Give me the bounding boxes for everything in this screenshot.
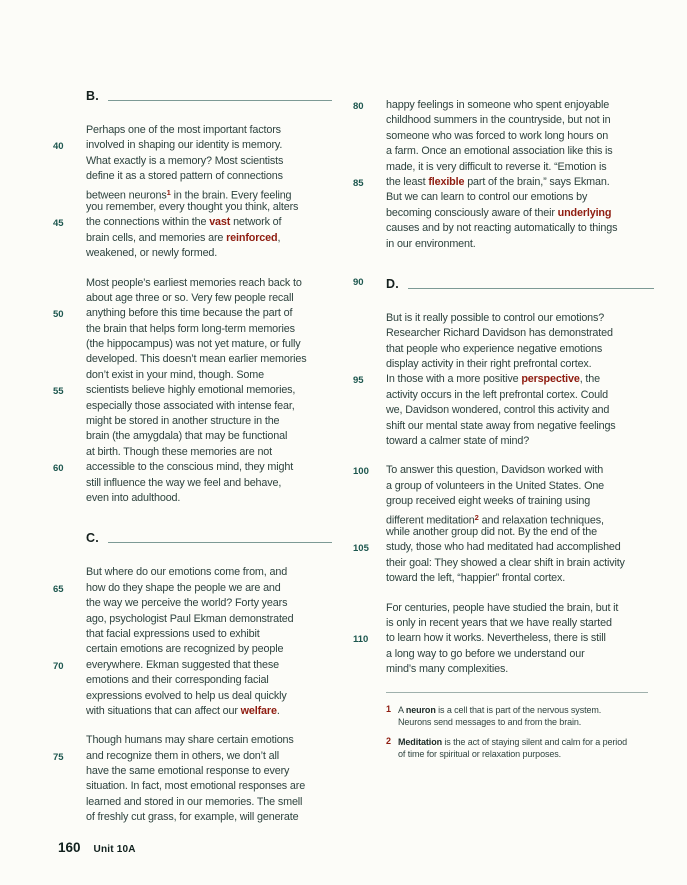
section-heading — [86, 88, 336, 103]
text-line: the brain that helps form long-term memories — [86, 322, 295, 335]
text-line: expressions evolved to help us deal quickly — [86, 689, 287, 702]
text-line: group received eight weeks of training using — [386, 495, 591, 508]
line-number: 70 — [53, 660, 64, 672]
text-line: we, Davidson wondered, control this activity and — [386, 404, 610, 417]
text-line: 45 the connections within the vast network of — [86, 215, 336, 230]
page-footer — [58, 840, 136, 855]
text-line: Most people’s earliest memories reach back to — [86, 276, 302, 289]
text-line: ago, psychologist Paul Ekman demonstrated — [86, 612, 294, 625]
text-line: even into adulthood. — [86, 491, 181, 504]
text-line: that people who experience negative emotions — [386, 342, 603, 355]
section-letter: B. — [86, 89, 99, 103]
text-line: But where do our emotions come from, and — [86, 566, 288, 579]
text-line: What exactly is a memory? Most scientists — [86, 154, 284, 167]
text-line: of freshly cut grass, for example, will generate — [86, 811, 299, 824]
text-line: especially those associated with intense fear, — [86, 399, 295, 412]
column-left — [53, 88, 336, 840]
vocabulary-term: flexible — [428, 175, 465, 188]
heading-blank-line — [108, 100, 332, 101]
footnote-line: Meditation is the act of staying silent and calm for a period — [398, 736, 627, 747]
vocabulary-term: reinforced — [226, 231, 278, 244]
page-number: 160 — [58, 840, 81, 855]
section-heading — [86, 530, 336, 545]
text-line: 65 how do they shape the people we are and — [86, 581, 336, 596]
text-line: have the same emotional response to every — [86, 765, 290, 778]
paragraph — [53, 123, 336, 262]
text-line: But is it really possible to control our emotions? — [386, 311, 605, 324]
text-line: a group of volunteers in the United States. One — [386, 479, 605, 492]
line-number: 100 — [353, 466, 369, 478]
text-line: activity occurs in the left prefrontal cortex. Could — [386, 388, 609, 401]
text-line: brain cells, and memories are reinforced, — [86, 231, 281, 244]
line-number: 110 — [353, 634, 369, 646]
paragraph — [353, 311, 658, 450]
text-line: still influence the way we feel and behave, — [86, 476, 282, 489]
text-line: that facial expressions used to exhibit — [86, 627, 260, 640]
text-line: learned and stored in our memories. The smell — [86, 795, 303, 808]
text-line: childhood summers in the countryside, but not in — [386, 114, 611, 127]
footnote-marker: 2 — [474, 512, 479, 522]
text-line: 40 involved in shaping our identity is memory. — [86, 138, 336, 153]
text-line: (the hippocampus) was not yet mature, or fully — [86, 338, 301, 351]
column-right — [353, 88, 658, 768]
text-line: Researcher Richard Davidson has demonstrated — [386, 327, 613, 340]
text-line: between neurons$^1$ in the brain. Every feeling — [86, 187, 292, 202]
text-line: 110 to learn how it works. Nevertheless, there is still — [386, 631, 658, 646]
text-line: toward a calmer state of mind? — [386, 435, 530, 448]
section-letter: C. — [86, 531, 99, 546]
footnote-marker: 1 — [166, 187, 171, 197]
text-line: Perhaps one of the most important factors — [86, 124, 281, 136]
text-line: 75 and recognize them in others, we don’t all — [86, 749, 336, 764]
text-line: about age three or so. Very few people recall — [86, 291, 294, 304]
text-line: 55 scientists believe highly emotional memories, — [86, 383, 336, 398]
vocabulary-term: welfare — [240, 704, 277, 717]
text-line: you remember, every thought you think, alters — [86, 200, 299, 213]
text-line: 50 anything before this time because the part of — [86, 306, 336, 321]
paragraph — [353, 601, 658, 678]
text-line: their goal: They showed a clear shift in brain activity — [386, 556, 625, 569]
footnote-line: Neurons send messages to and from the brain. — [398, 717, 582, 728]
line-number: 40 — [53, 141, 64, 153]
text-line: Though humans may share certain emotions — [86, 734, 294, 747]
text-line: in our environment. — [386, 237, 476, 250]
line-number: 65 — [53, 583, 64, 595]
line-number: 75 — [53, 751, 64, 763]
text-line: situation. In fact, most emotional responses are — [86, 780, 306, 793]
line-number: 60 — [53, 463, 64, 475]
text-line: emotions and their corresponding facial — [86, 674, 269, 687]
vocabulary-term: underlying — [557, 206, 612, 219]
text-line: toward the left, “happier” frontal cortex. — [386, 572, 566, 585]
footnote-number: 2 — [386, 735, 392, 746]
text-line: at birth. Though these memories are not — [86, 445, 273, 458]
section-letter: D. — [386, 276, 399, 291]
text-line: For centuries, people have studied the brain, but it — [386, 601, 619, 614]
text-line: weakened, or newly formed. — [86, 247, 218, 260]
heading-blank-line — [108, 542, 332, 543]
text-line: 70 everywhere. Ekman suggested that these — [86, 658, 336, 673]
line-number: 45 — [53, 218, 64, 230]
paragraph — [53, 276, 336, 507]
vocabulary-term: vast — [209, 216, 231, 229]
line-number: 95 — [353, 375, 364, 387]
bold-term: Meditation — [398, 736, 442, 747]
text-line: 105 study, those who had meditated had accomplished — [386, 540, 658, 555]
paragraph — [353, 463, 658, 586]
text-line: mind’s many complexities. — [386, 663, 509, 676]
text-line: someone who was forced to work long hours on — [386, 129, 609, 142]
text-line: 60 accessible to the conscious mind, they might — [86, 460, 336, 475]
vocabulary-term: perspective — [521, 373, 580, 386]
text-line: causes and by not reacting automatically to things — [386, 222, 618, 235]
footnote — [386, 704, 658, 729]
paragraph — [353, 98, 658, 252]
paragraph — [53, 565, 336, 719]
text-line: a long way to go before we understand our — [386, 647, 585, 660]
text-line: don’t exist in your mind, though. Some — [86, 368, 264, 381]
text-line: becoming consciously aware of their underlying — [386, 206, 612, 219]
text-line: is only in recent years that we have really started — [386, 616, 612, 629]
text-line: developed. This doesn’t mean earlier memories — [86, 353, 307, 366]
footnote-number: 1 — [386, 703, 392, 714]
heading-blank-line — [408, 288, 654, 289]
section-heading — [353, 276, 658, 291]
text-line: But we can learn to control our emotions by — [386, 191, 588, 204]
line-number: 90 — [353, 276, 364, 288]
text-line: define it as a stored pattern of connections — [86, 170, 283, 183]
text-line: might be stored in another structure in the — [86, 415, 280, 428]
unit-label: Unit 10A — [93, 844, 136, 855]
line-number: 80 — [353, 101, 364, 112]
text-line: display activity in their right prefrontal cortex. — [386, 358, 592, 371]
text-line: 85 the least flexible part of the brain,” says Ekman. — [386, 175, 658, 190]
line-number: 50 — [53, 309, 64, 321]
text-line: certain emotions are recognized by people — [86, 643, 284, 656]
text-line: brain (the amygdala) that may be functional — [86, 430, 288, 443]
text-line: the way we perceive the world? Forty years — [86, 597, 288, 610]
footnote — [386, 736, 658, 761]
footnote-line: of time for spiritual or relaxation purposes. — [398, 749, 562, 760]
line-number: 105 — [353, 543, 369, 555]
text-line: different meditation$^2$ and relaxation techniques, — [386, 512, 604, 527]
text-line: with situations that can affect our welfare. — [86, 704, 280, 717]
text-line: made, it is very difficult to reverse it. “Emotion is — [386, 160, 607, 173]
line-number: 85 — [353, 177, 364, 189]
bold-term: neuron — [405, 704, 436, 715]
text-line: while another group did not. By the end of the — [386, 525, 597, 538]
footnote-line: A neuron is a cell that is part of the nervous system. — [398, 704, 602, 715]
text-line: shift our mental state away from negative feelings — [386, 419, 616, 432]
text-line: 95 In those with a more positive perspective, the — [386, 372, 658, 387]
text-line: a farm. Once an emotional association like this is — [386, 145, 613, 158]
line-number: 55 — [53, 386, 64, 398]
text-line: 80 happy feelings in someone who spent enjoyable — [386, 98, 658, 113]
paragraph — [53, 733, 336, 825]
text-line: 100 To answer this question, Davidson worked with — [386, 463, 658, 478]
footnote-divider — [386, 692, 648, 693]
